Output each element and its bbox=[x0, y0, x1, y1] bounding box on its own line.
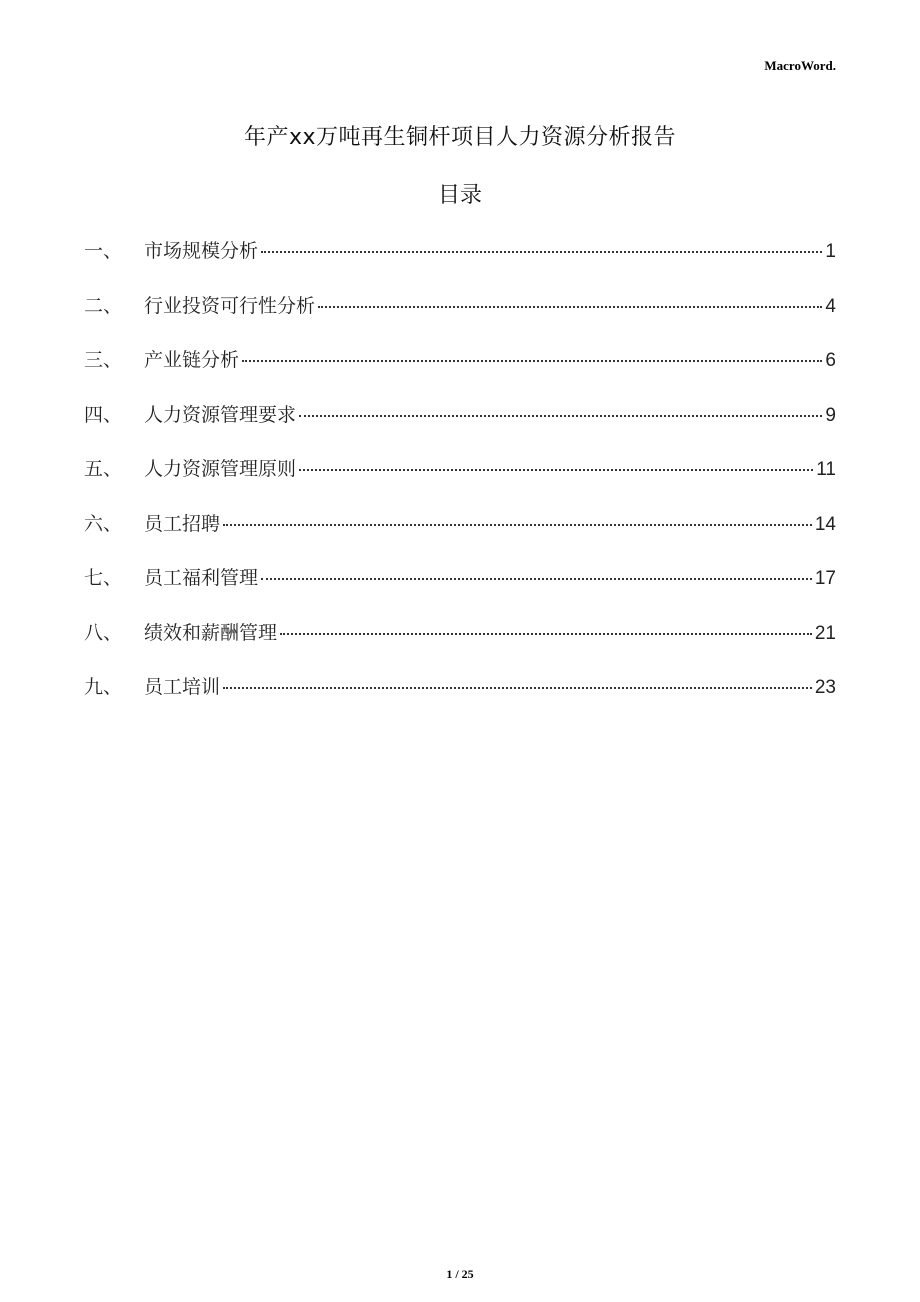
toc-dot-leader bbox=[299, 415, 822, 417]
table-of-contents bbox=[84, 236, 836, 727]
toc-entry-label: 行业投资可行性分析 bbox=[144, 294, 316, 317]
toc-entry-label: 员工培训 bbox=[144, 676, 221, 698]
toc-dot-leader bbox=[261, 578, 812, 580]
toc-entry-page: 23 bbox=[814, 677, 836, 698]
toc-entry-4[interactable] bbox=[84, 400, 836, 455]
toc-entry-page: 11 bbox=[816, 459, 836, 480]
toc-entry-number: 六、 bbox=[84, 512, 123, 535]
toc-entry-page: 9 bbox=[825, 404, 836, 426]
toc-entry-page: 4 bbox=[825, 295, 836, 317]
toc-entry-page: 21 bbox=[814, 622, 836, 644]
toc-entry-label: 人力资源管理要求 bbox=[144, 403, 297, 426]
header-brand: MacroWord. bbox=[764, 58, 836, 73]
toc-entry-label: 市场规模分析 bbox=[144, 240, 259, 262]
toc-entry-page: 14 bbox=[814, 513, 836, 535]
toc-entry-page: 1 bbox=[825, 241, 836, 262]
toc-entry-number: 四、 bbox=[84, 403, 123, 426]
toc-entry-number: 八、 bbox=[84, 621, 123, 644]
toc-entry-label: 人力资源管理原则 bbox=[144, 458, 297, 480]
toc-entry-number: 七、 bbox=[84, 567, 123, 589]
toc-entry-label: 产业链分析 bbox=[144, 349, 240, 371]
toc-dot-leader bbox=[223, 687, 812, 689]
toc-entry-2[interactable] bbox=[84, 291, 836, 346]
toc-entry-9[interactable] bbox=[84, 672, 836, 727]
page-indicator: 1 / 25 bbox=[446, 1267, 474, 1281]
toc-dot-leader bbox=[318, 306, 822, 308]
toc-entry-3[interactable] bbox=[84, 345, 836, 400]
toc-entry-label: 绩效和薪酬管理 bbox=[144, 621, 278, 644]
toc-heading: 目录 bbox=[437, 183, 482, 208]
toc-entry-label: 员工招聘 bbox=[144, 512, 221, 535]
toc-entry-7[interactable] bbox=[84, 563, 836, 618]
toc-entry-8[interactable] bbox=[84, 618, 836, 673]
toc-entry-number: 九、 bbox=[84, 676, 123, 698]
toc-entry-number: 二、 bbox=[84, 294, 123, 317]
toc-entry-number: 一、 bbox=[84, 240, 123, 262]
toc-dot-leader bbox=[223, 524, 812, 526]
toc-entry-number: 五、 bbox=[84, 458, 123, 480]
toc-dot-leader bbox=[242, 360, 822, 362]
toc-entry-label: 员工福利管理 bbox=[144, 567, 259, 589]
document-title: 年产xx万吨再生铜杆项目人力资源分析报告 bbox=[243, 125, 677, 150]
toc-entry-number: 三、 bbox=[84, 349, 123, 371]
toc-entry-1[interactable] bbox=[84, 236, 836, 291]
toc-dot-leader bbox=[261, 251, 822, 253]
toc-dot-leader bbox=[299, 469, 813, 471]
toc-entry-6[interactable] bbox=[84, 509, 836, 564]
toc-entry-5[interactable] bbox=[84, 454, 836, 509]
toc-entry-page: 17 bbox=[814, 568, 836, 589]
toc-dot-leader bbox=[280, 633, 812, 635]
toc-entry-page: 6 bbox=[825, 350, 836, 371]
